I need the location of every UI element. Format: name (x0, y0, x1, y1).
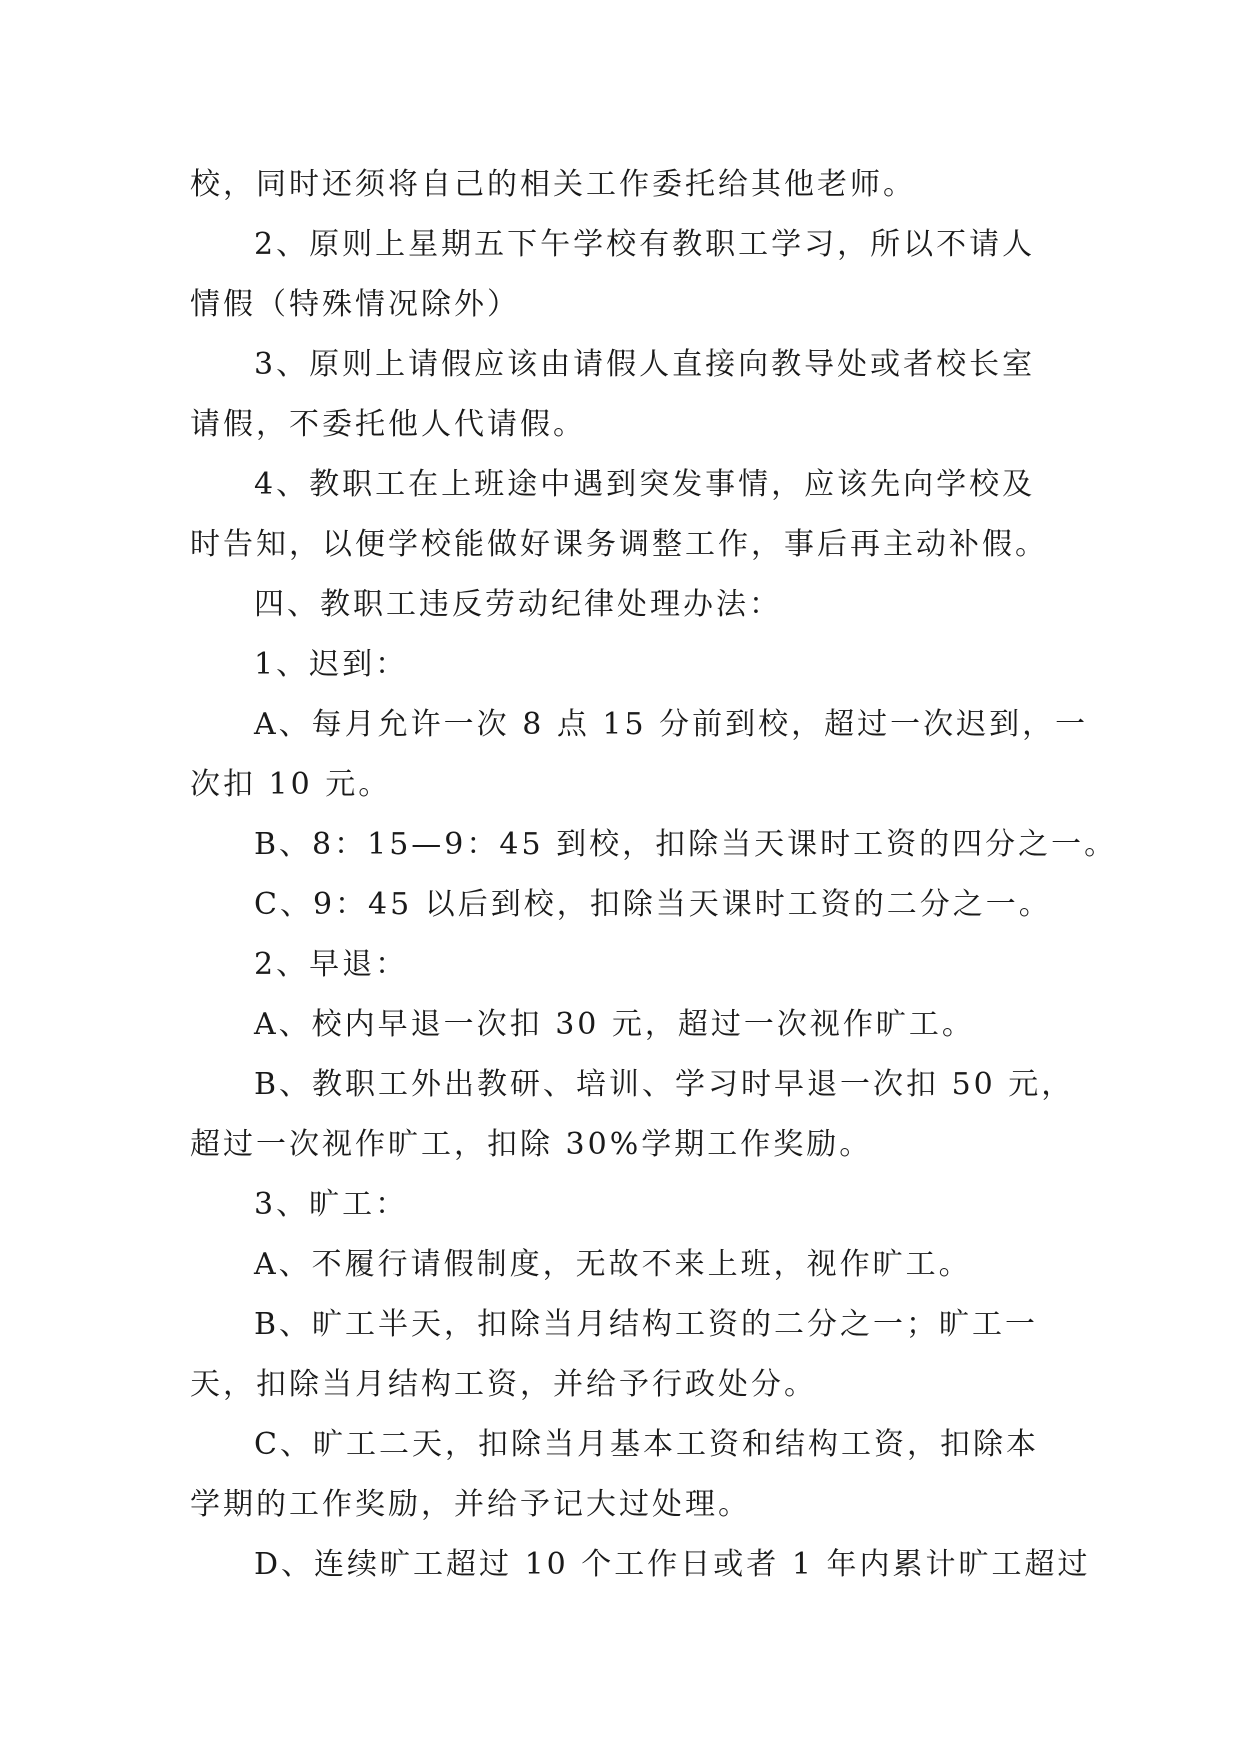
text-line: A、每月允许一次 8 点 15 分前到校，超过一次迟到，一 (254, 707, 1089, 742)
subsection-heading: 2、早退： (254, 947, 409, 982)
text-line: 3、原则上请假应该由请假人直接向教导处或者校长室 (254, 347, 1036, 382)
text-line: 超过一次视作旷工，扣除 30%学期工作奖励。 (190, 1127, 873, 1162)
document-body (190, 155, 1118, 1595)
text-line: 天，扣除当月结构工资，并给予行政处分。 (190, 1367, 817, 1402)
text-line: B、8：15—9：45 到校，扣除当天课时工资的四分之一。 (254, 827, 1118, 862)
text-line: B、旷工半天，扣除当月结构工资的二分之一；旷工一 (254, 1307, 1039, 1342)
subsection-heading: 1、迟到： (254, 647, 409, 682)
text-line: 情假（特殊情况除外） (190, 287, 520, 322)
text-line: 校，同时还须将自己的相关工作委托给其他老师。 (190, 167, 916, 202)
text-line: D、连续旷工超过 10 个工作日或者 1 年内累计旷工超过 (254, 1547, 1091, 1582)
text-line: 4、教职工在上班途中遇到突发事情，应该先向学校及 (254, 467, 1036, 502)
text-line: C、9：45 以后到校，扣除当天课时工资的二分之一。 (254, 887, 1052, 922)
text-line: 请假，不委托他人代请假。 (190, 407, 586, 442)
text-line: C、旷工二天，扣除当月基本工资和结构工资，扣除本 (254, 1427, 1039, 1462)
text-line: B、教职工外出教研、培训、学习时早退一次扣 50 元， (254, 1067, 1075, 1102)
text-line: A、不履行请假制度，无故不来上班，视作旷工。 (254, 1247, 972, 1282)
text-line: 学期的工作奖励，并给予记大过处理。 (190, 1487, 751, 1522)
text-line: 次扣 10 元。 (190, 767, 392, 802)
text-line: A、校内早退一次扣 30 元，超过一次视作旷工。 (254, 1007, 975, 1042)
text-line: 2、原则上星期五下午学校有教职工学习，所以不请人 (254, 227, 1036, 262)
subsection-heading: 3、旷工： (254, 1187, 409, 1222)
section-heading: 四、教职工违反劳动纪律处理办法： (254, 587, 782, 622)
text-line: 时告知，以便学校能做好课务调整工作，事后再主动补假。 (190, 527, 1048, 562)
